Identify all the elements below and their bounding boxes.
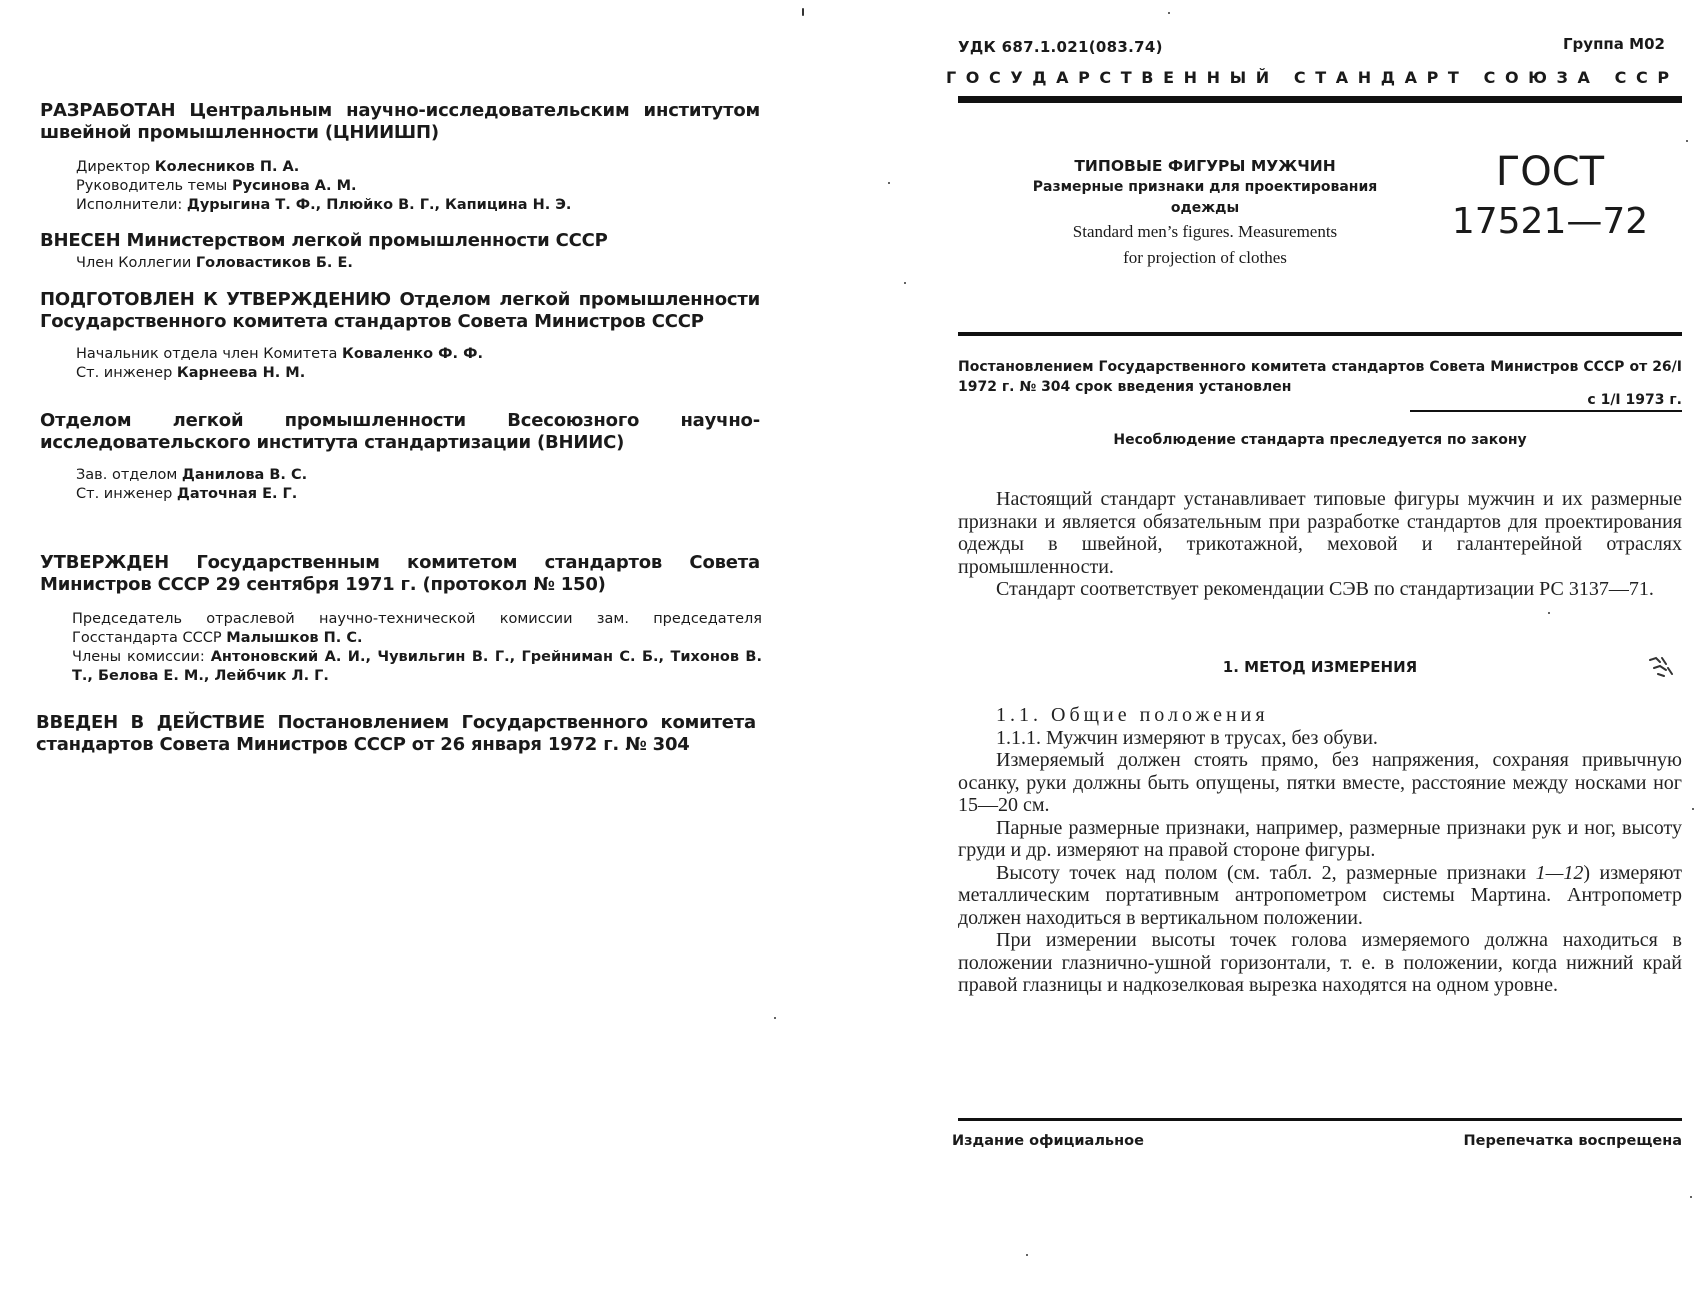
credit-block-enacted xyxy=(36,712,756,756)
title-rule xyxy=(958,332,1682,336)
credit-heading xyxy=(40,230,760,252)
credit-person: Антоновский А. И., Чувильгин В. Г., Грейниман С. Б., Тихонов В. Т., Белова Е. М., Лейбчик Л. Г. xyxy=(72,649,762,684)
standard-title-english-2: for projection of clothes xyxy=(1123,248,1287,267)
credit-keyword: ПОДГОТОВЛЕН К УТВЕРЖДЕНИЮ xyxy=(40,289,391,310)
standard-title: ТИПОВЫЕ ФИГУРЫ МУЖЧИН xyxy=(1074,157,1336,175)
credit-line xyxy=(76,158,760,177)
decree-text: Постановлением Государственного комитета стандартов Совета Министров СССР от 26/I 1972 г. № 304 срок введения установлен xyxy=(958,359,1682,395)
credit-person: Дурыгина Т. Ф., Плюйко В. Г., Капицина Н. Э. xyxy=(186,197,572,213)
section-heading: 1. МЕТОД ИЗМЕРЕНИЯ xyxy=(1222,658,1418,676)
scan-speck xyxy=(1548,612,1550,614)
scan-speck xyxy=(1686,140,1688,142)
credit-role: Председатель отраслевой научно-технической комиссии зам. председателя Госстандарта СССР xyxy=(72,611,762,646)
scan-speck xyxy=(1168,12,1170,14)
credit-block-vniis xyxy=(40,410,760,504)
method-text xyxy=(958,704,1682,997)
paragraph-head-position: При измерении высоты точек голова измеряемого должна находиться в положении глазнично-ушной горизонтали, т. е. в положении, когда нижний край правой глазницы и надкозелковая вырезка находятся на одном уровне. xyxy=(958,929,1682,996)
gost-number: 17521—72 xyxy=(1451,201,1649,242)
credit-role: Зав. отделом xyxy=(76,467,182,483)
credit-line xyxy=(76,466,760,485)
general-provisions-heading xyxy=(958,704,1682,727)
handwritten-mark-icon xyxy=(1646,654,1676,680)
credit-role: Ст. инженер xyxy=(76,486,177,502)
credit-line xyxy=(76,485,760,504)
credit-role: Ст. инженер xyxy=(76,365,177,381)
paragraph-standing: Измеряемый должен стоять прямо, без напряжения, сохраняя привычную осанку, руки должны быть опущены, пятки вместе, расстояние между носками ног 15—20 см. xyxy=(958,749,1682,816)
standard-subtitle-line-1: Размерные признаки для проектирования xyxy=(1032,179,1378,195)
intro-text xyxy=(958,488,1682,601)
intro-paragraph: Стандарт соответствует рекомендации СЭВ по стандартизации РС 3137—71. xyxy=(996,578,1654,600)
paragraph-height xyxy=(958,862,1682,930)
scan-speck xyxy=(1026,1254,1028,1256)
credit-role: Члены комиссии: xyxy=(72,649,211,665)
height-text-end: ) измеряют металлическим портативным антропометром системы Мартина. Антропометр должен находиться в вертикальном положении. xyxy=(958,861,1682,929)
scan-speck xyxy=(888,182,890,184)
credit-person: Головастиков Б. Е. xyxy=(195,255,353,271)
general-provisions-label: 1.1. Общие положения xyxy=(996,704,1269,726)
height-text-start: Высоту точек над полом (см. табл. 2, размерные признаки xyxy=(996,861,1536,884)
credit-role: Руководитель темы xyxy=(76,178,232,194)
credit-people-list xyxy=(40,345,760,383)
credit-person: Колесников П. А. xyxy=(154,159,300,175)
right-page xyxy=(850,0,1701,1314)
credit-line xyxy=(76,196,760,215)
scan-speck xyxy=(774,1017,776,1019)
credit-keyword: РАЗРАБОТАН xyxy=(40,100,176,121)
credit-people-list xyxy=(40,158,760,215)
credit-line xyxy=(72,610,762,648)
left-page xyxy=(0,0,850,1314)
credit-heading xyxy=(40,410,760,454)
credit-keyword: ВНЕСЕН xyxy=(40,230,121,251)
credit-heading-text: Министерством легкой промышленности СССР xyxy=(120,230,608,251)
header-rule xyxy=(958,96,1682,103)
credit-role: Исполнители: xyxy=(76,197,187,213)
credit-heading xyxy=(40,289,760,333)
credit-role: Директор xyxy=(76,159,155,175)
credit-role: Начальник отдела член Комитета xyxy=(76,346,343,362)
effective-date: с 1/I 1973 г. xyxy=(1410,392,1682,412)
credit-role: Член Коллегии xyxy=(76,255,196,271)
credit-person: Малышков П. С. xyxy=(226,630,363,646)
udk-code: УДК 687.1.021(083.74) xyxy=(958,38,1163,56)
credit-heading-text: Центральным научно-исследовательским институтом швейной промышленности (ЦНИИШП) xyxy=(40,100,760,143)
credit-person: Данилова В. С. xyxy=(181,467,308,483)
credit-keyword: ВВЕДЕН В ДЕЙСТВИЕ xyxy=(36,712,265,733)
scan-speck xyxy=(1690,1196,1692,1198)
credit-heading xyxy=(36,712,756,756)
credit-person: Коваленко Ф. Ф. xyxy=(342,346,483,362)
credit-people-list xyxy=(40,254,760,273)
credit-keyword: УТВЕРЖДЕН xyxy=(40,552,169,573)
scan-speck xyxy=(904,282,906,284)
intro-paragraph: Настоящий стандарт устанавливает типовые фигуры мужчин и их размерные признаки и является обязательным при разработке стандартов для проектирования одежды в швейной, трикотажной, меховой и галантерейной отраслях промышленности. xyxy=(958,488,1682,578)
credit-block-developed xyxy=(40,100,760,215)
credit-person: Даточная Е. Г. xyxy=(176,486,298,502)
credit-heading xyxy=(40,100,760,144)
credit-line xyxy=(76,364,760,383)
group-code: Группа М02 xyxy=(1563,35,1665,53)
credit-line xyxy=(76,177,760,196)
credit-person: Русинова А. М. xyxy=(231,178,357,194)
footer-reprint-prohibited: Перепечатка воспрещена xyxy=(1463,1133,1682,1149)
credit-heading-text: Постановлением Государственного комитета стандартов Совета Министров СССР от 26 января 1972 г. № 304 xyxy=(36,712,756,755)
credit-heading-text: Отделом легкой промышленности Всесоюзного научно-исследовательского института стандартизации (ВНИИС) xyxy=(40,410,760,453)
paragraph-1-1-1: 1.1.1. Мужчин измеряют в трусах, без обуви. xyxy=(996,726,1378,749)
credit-heading-text: Государственным комитетом стандартов Совета Министров СССР 29 сентября 1971 г. (протокол № 150) xyxy=(40,552,760,595)
credit-block-submitted xyxy=(40,230,760,273)
standard-subtitle-line-2: одежды xyxy=(1170,200,1240,216)
standard-title-block xyxy=(990,155,1420,271)
gost-label: ГОСТ xyxy=(1495,149,1605,195)
credit-line xyxy=(72,648,762,686)
footer-official-edition: Издание официальное xyxy=(952,1133,1144,1149)
credit-person: Карнеева Н. М. xyxy=(176,365,306,381)
state-standard-banner: ГОСУДАРСТВЕННЫЙ СТАНДАРТ СОЮЗА ССР xyxy=(946,68,1679,87)
credit-people-list xyxy=(40,466,760,504)
standard-title-english-1: Standard men’s figures. Measurements xyxy=(1072,222,1338,241)
credit-block-prepared xyxy=(40,289,760,383)
credit-heading xyxy=(40,552,760,596)
credit-block-approved xyxy=(40,552,760,686)
scan-speck xyxy=(1692,808,1694,810)
legal-warning: Несоблюдение стандарта преследуется по закону xyxy=(1113,432,1527,448)
height-text-range: 1—12 xyxy=(1535,861,1584,884)
paragraph-paired: Парные размерные признаки, например, размерные признаки рук и ног, высоту груди и др. измеряют на правой стороне фигуры. xyxy=(958,816,1682,861)
credit-heading-text: Отделом легкой промышленности Государственного комитета стандартов Совета Министров СССР xyxy=(40,289,760,332)
credit-people-list xyxy=(40,610,762,686)
footer-rule xyxy=(958,1118,1682,1121)
credit-line xyxy=(76,345,760,364)
scan-speck xyxy=(802,8,804,16)
credit-line xyxy=(76,254,760,273)
